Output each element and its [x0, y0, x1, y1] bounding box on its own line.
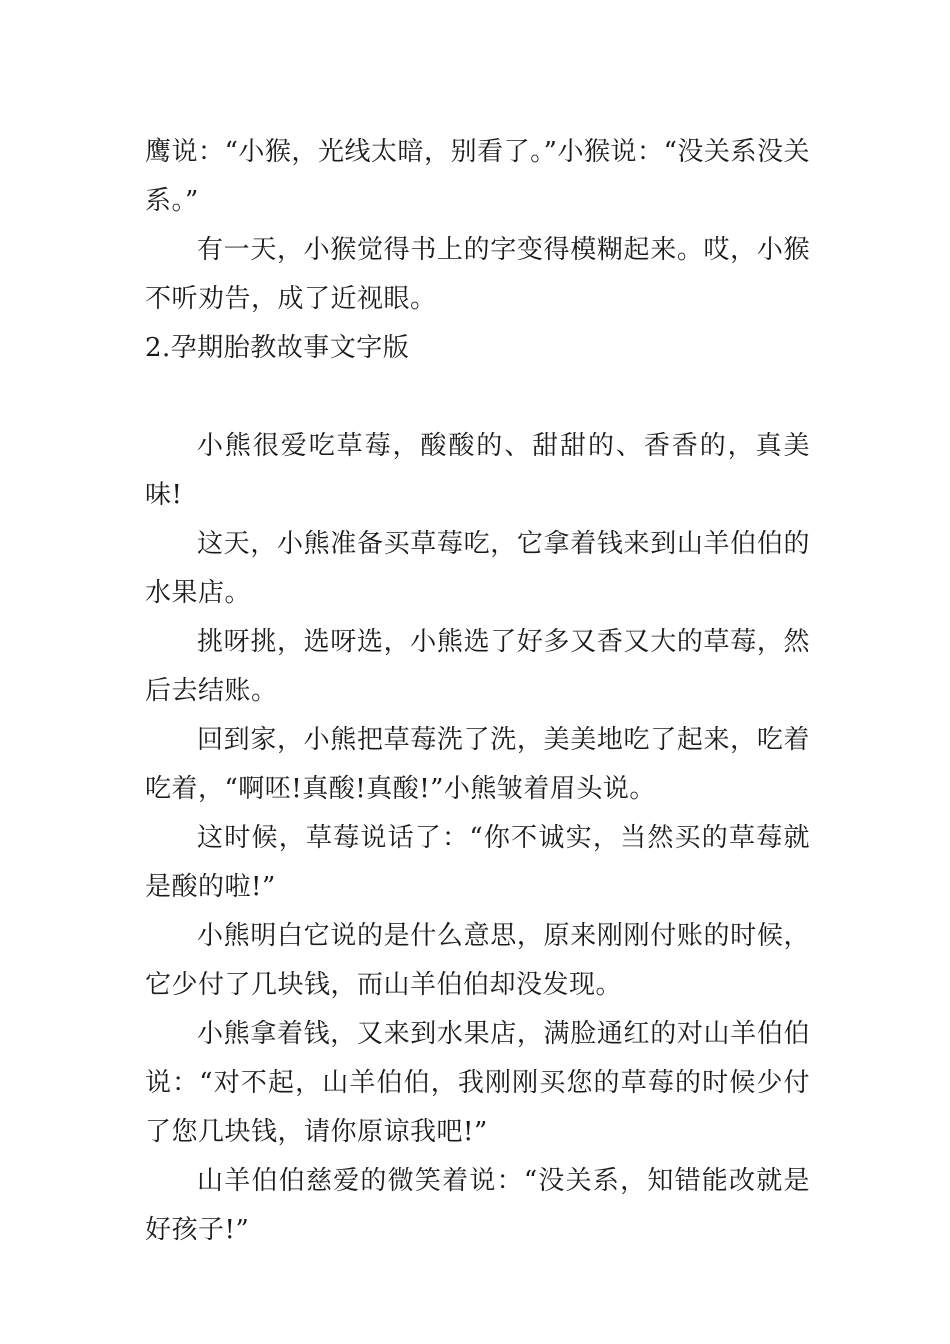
- document-body: [145, 128, 810, 1255]
- story2-paragraph: 这天，小熊准备买草莓吃，它拿着钱来到山羊伯伯的水果店。: [145, 529, 810, 608]
- story2-paragraph: 小熊拿着钱，又来到水果店，满脸通红的对山羊伯伯说：“对不起，山羊伯伯，我刚刚买您的草莓的时候少付了您几块钱，请你原谅我吧!”: [145, 1019, 810, 1147]
- story2-paragraph: 回到家，小熊把草莓洗了洗，美美地吃了起来，吃着吃着，“啊呸!真酸!真酸!”小熊皱着眉头说。: [145, 725, 810, 804]
- section-spacer: [145, 373, 810, 422]
- story2-paragraph: 山羊伯伯慈爱的微笑着说：“没关系，知错能改就是好孩子!”: [145, 1166, 810, 1245]
- story1-paragraph-2: 有一天，小猴觉得书上的字变得模糊起来。哎，小猴不听劝告，成了近视眼。: [145, 235, 810, 314]
- story1-paragraph-1: 鹰说：“小猴，光线太暗，别看了。”小猴说：“没关系没关系。”: [145, 137, 810, 216]
- story2-paragraph: 这时候，草莓说话了：“你不诚实，当然买的草莓就是酸的啦!”: [145, 823, 810, 902]
- section-heading: 2.孕期胎教故事文字版: [145, 333, 410, 363]
- story2-paragraph: 小熊很爱吃草莓，酸酸的、甜甜的、香香的，真美味!: [145, 431, 810, 510]
- story2-paragraph: 挑呀挑，选呀选，小熊选了好多又香又大的草莓，然后去结账。: [145, 627, 810, 706]
- story2-paragraph: 小熊明白它说的是什么意思，原来刚刚付账的时候，它少付了几块钱，而山羊伯伯却没发现。: [145, 921, 810, 1000]
